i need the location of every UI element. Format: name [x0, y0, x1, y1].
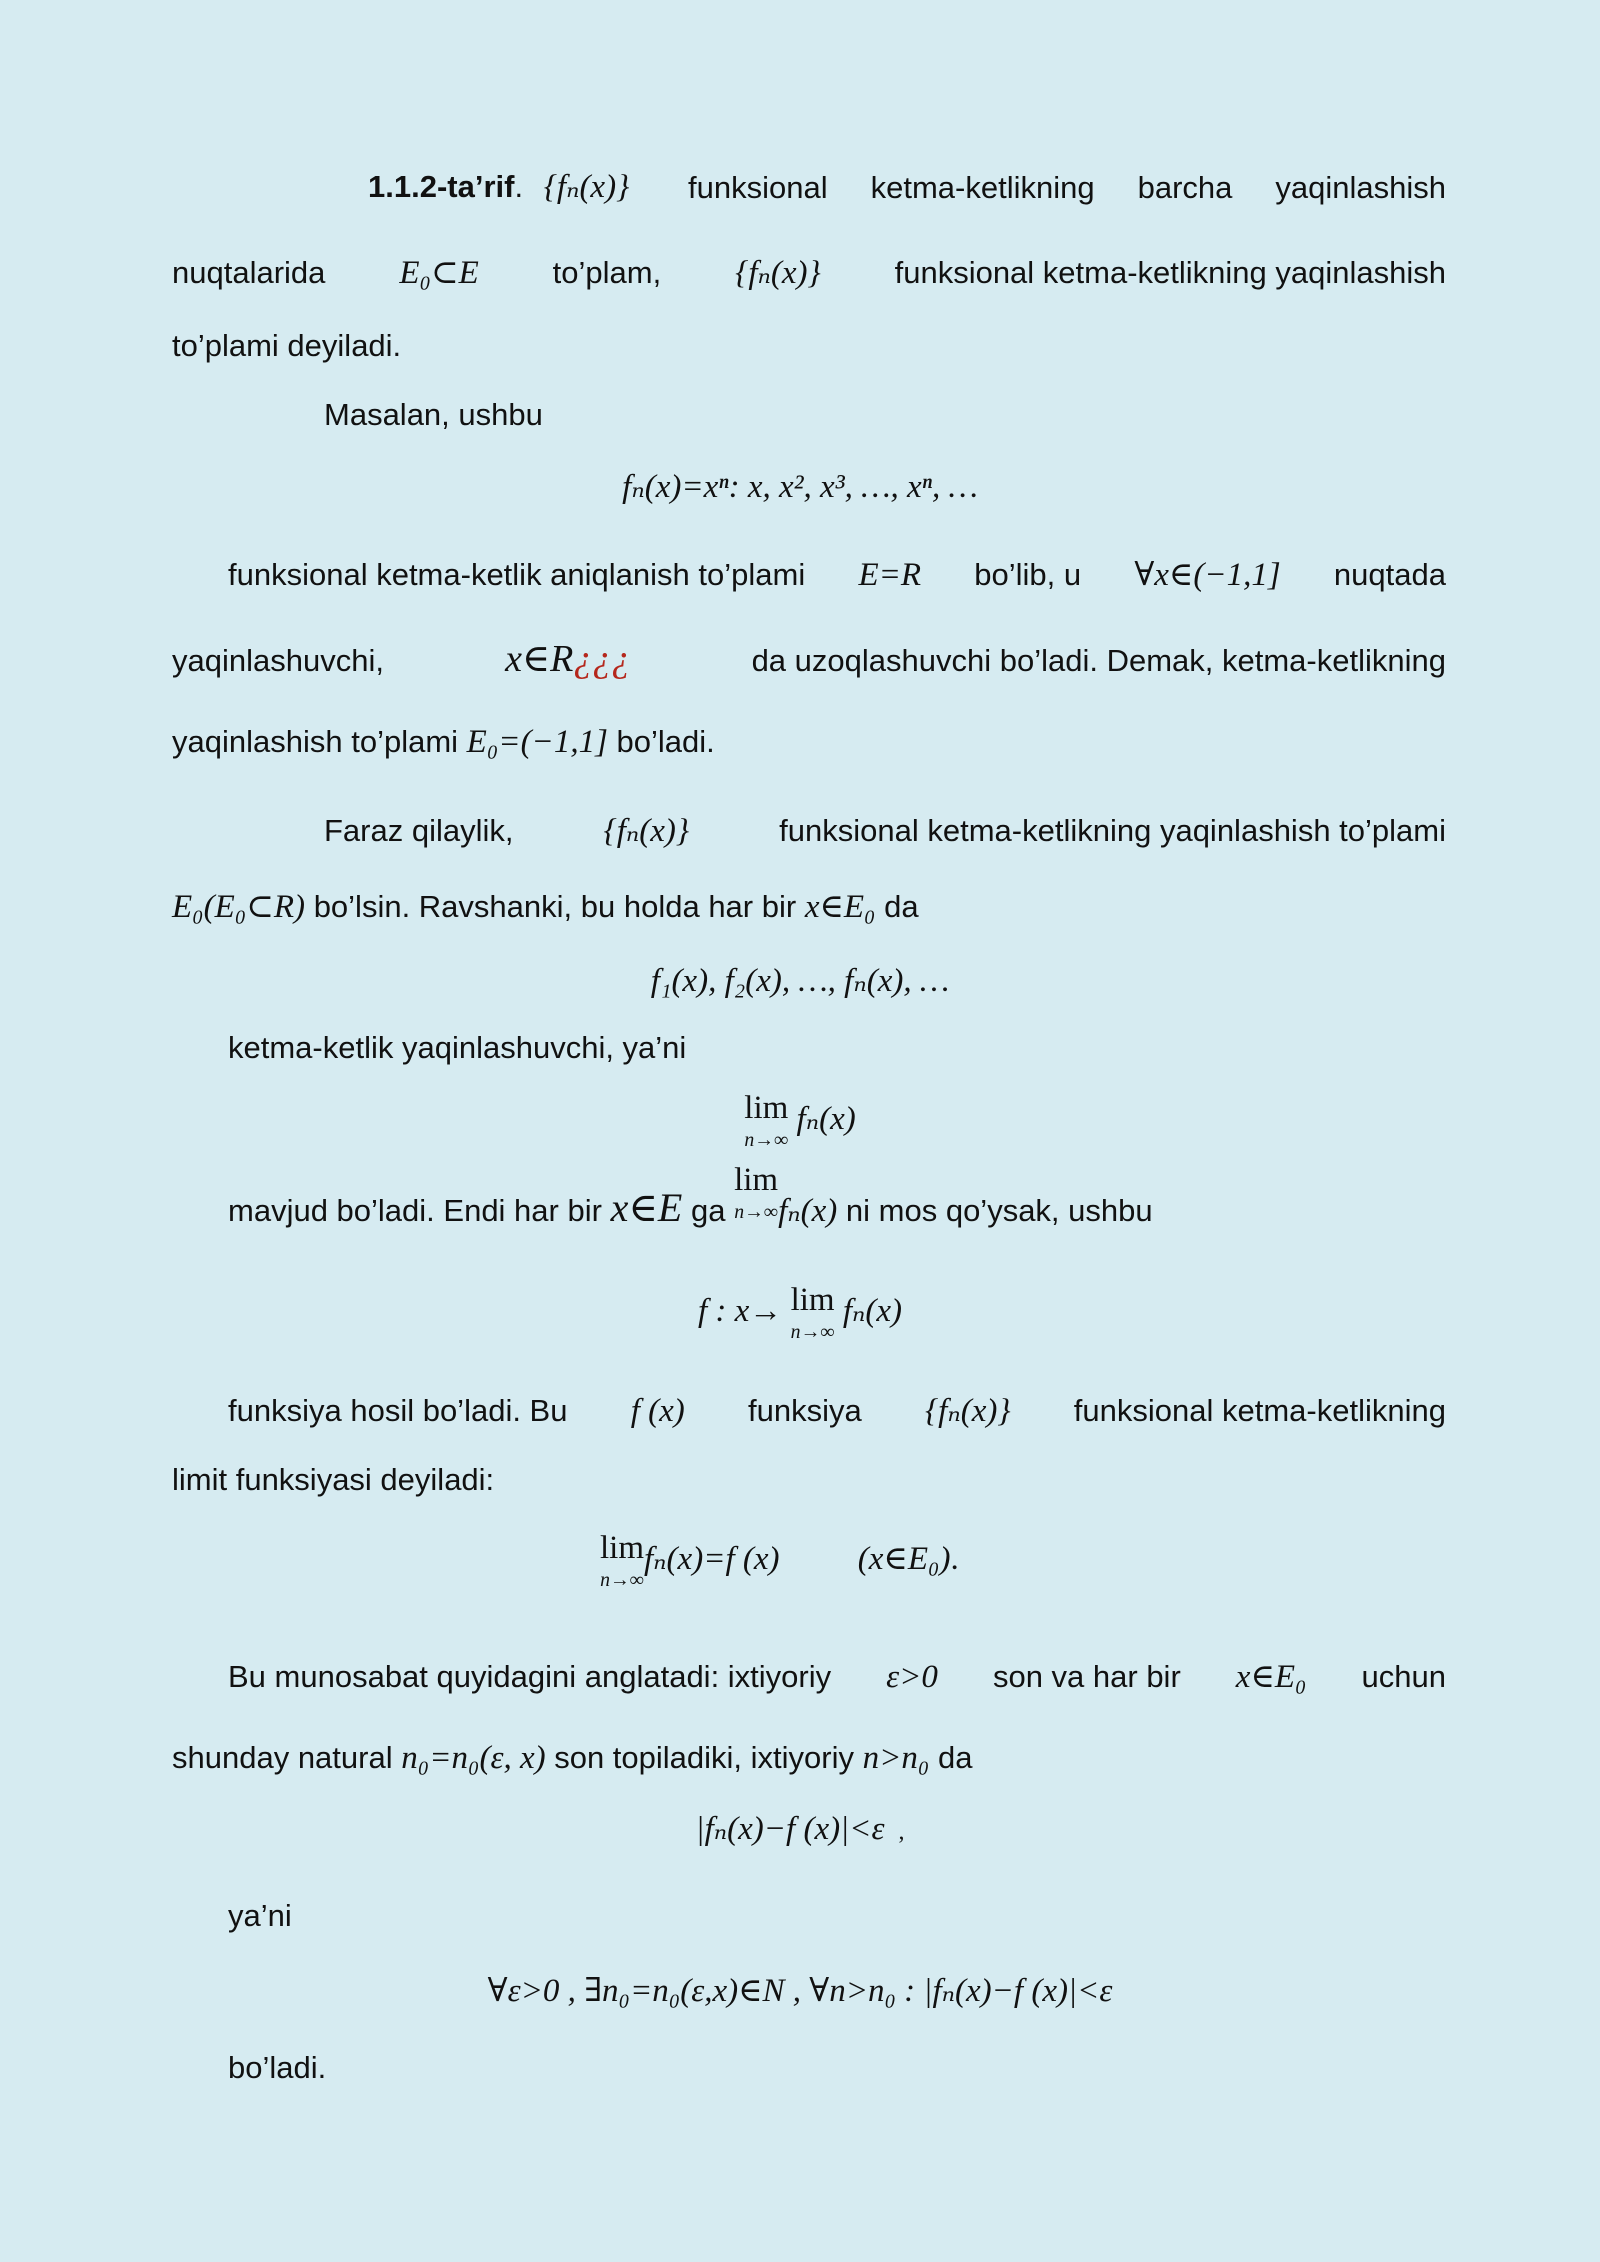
lim-expression: fₙ(x)	[644, 1540, 704, 1577]
paragraph-6	[228, 1162, 1153, 1231]
formula: f (x)	[630, 1393, 685, 1429]
paragraph-5: ketma-ketlik yaqinlashuvchi, ya’ni	[228, 1030, 687, 1065]
text: yaqinlashuvchi,	[172, 643, 384, 678]
lim-word: lim	[744, 1090, 789, 1126]
lim-subscript: n→∞	[744, 1129, 789, 1151]
paragraph-3-line-3	[172, 724, 715, 761]
formula: ∀x∈(−1,1]	[1134, 557, 1281, 593]
equation-5	[600, 1532, 959, 1591]
formula: E=R	[858, 557, 922, 593]
sequence-notation: {fₙ(x)}	[735, 255, 821, 291]
text: Faraz qilaylik,	[324, 813, 514, 848]
text: to’plam,	[552, 255, 662, 290]
paragraph-7-line-2: limit funksiyasi deyiladi:	[172, 1462, 495, 1497]
text: son topiladiki, ixtiyoriy	[554, 1740, 854, 1775]
text: bo’lib, u	[974, 557, 1082, 592]
paragraph-9: ya’ni	[228, 1898, 292, 1933]
sequence-notation: {fₙ(x)}	[924, 1393, 1011, 1429]
definition-line-2	[172, 252, 1446, 292]
definition-line-1-text: funksional ketma-ketlikning barcha yaqinlashish	[688, 170, 1446, 205]
equation-4	[0, 1284, 1600, 1343]
broken-glyphs: ¿¿¿	[573, 638, 631, 680]
text: shunday natural	[172, 1740, 393, 1775]
paragraph-10: bo’ladi.	[228, 2050, 327, 2085]
text: yaqinlashish to’plami	[172, 724, 459, 759]
paragraph-4-line-1	[324, 810, 1446, 850]
period: .	[950, 1540, 959, 1577]
limit-function: =f (x)	[703, 1540, 780, 1577]
equation-3	[0, 1092, 1600, 1151]
formula: x∈E₀	[1235, 1659, 1307, 1695]
formula: ε>0	[886, 1659, 938, 1695]
text: son va har bir	[992, 1659, 1181, 1694]
text: funksional ketma-ketlik aniqlanish to’plami	[228, 557, 806, 592]
formula: x∈E₀	[804, 889, 876, 925]
text: nuqtada	[1333, 557, 1446, 592]
text: funksiya	[748, 1393, 862, 1428]
lim-word: lim	[600, 1530, 645, 1566]
sequence-notation: {fₙ(x)}	[543, 169, 630, 205]
formula: E₀=(−1,1]	[466, 724, 608, 760]
paragraph-8-line-2	[172, 1740, 972, 1777]
inequality: |fₙ(x)−f (x)|<ε	[695, 1811, 885, 1847]
paragraph-7-line-1	[228, 1390, 1446, 1430]
definition-line-3: to’plami deyiladi.	[172, 328, 402, 363]
subset-formula: E₀⊂E	[399, 255, 479, 291]
text: uchun	[1361, 1659, 1446, 1694]
definition-label: 1.1.2-ta’rif	[368, 169, 515, 204]
lim-subscript: n→∞	[734, 1201, 778, 1224]
text: funksiya hosil bo’ladi. Bu	[228, 1393, 568, 1428]
example-intro: Masalan, ushbu	[324, 397, 543, 432]
text: da	[884, 889, 919, 924]
sequence-notation: {fₙ(x)}	[603, 813, 690, 849]
paragraph-3-line-2	[172, 636, 1446, 681]
text: ga	[690, 1193, 726, 1228]
comma: ,	[898, 1819, 905, 1845]
lim-expression: fₙ(x)	[778, 1193, 838, 1229]
equation-7: ∀ε>0 , ∃n₀=n₀(ε,x)∈N , ∀n>n₀ : |fₙ(x)−f (x)|<ε	[487, 1973, 1113, 2009]
definition-line-1: 1.1.2-ta’rif. {fₙ(x)}	[368, 169, 630, 205]
text: nuqtalarida	[172, 255, 326, 290]
paragraph-3-line-1	[228, 554, 1446, 594]
domain-condition: (x∈E₀)	[857, 1540, 951, 1577]
text: da	[938, 1740, 973, 1775]
text: da uzoqlashuvchi bo’ladi. Demak, ketma-ketlikning	[751, 643, 1446, 678]
lim-subscript: n→∞	[790, 1321, 835, 1343]
text: funksional ketma-ketlikning	[1073, 1393, 1446, 1428]
paragraph-4-line-2	[172, 886, 919, 926]
lim-expression: fₙ(x)	[796, 1100, 856, 1137]
map-prefix: f : x→	[698, 1292, 783, 1329]
lim-subscript: n→∞	[600, 1569, 644, 1591]
formula: x∈R	[505, 638, 574, 680]
text: bo’lsin. Ravshanki, bu holda har bir	[313, 889, 797, 924]
formula: x∈E	[610, 1185, 683, 1230]
text: ni mos qo’ysak, ushbu	[845, 1193, 1153, 1228]
formula: n₀=n₀(ε, x)	[401, 1740, 546, 1776]
text: funksional ketma-ketlikning yaqinlashish to’plami	[779, 813, 1446, 848]
equation-2: f₁(x), f₂(x), …, fₙ(x), …	[650, 963, 950, 999]
text: funksional ketma-ketlikning yaqinlashish	[894, 255, 1446, 290]
text: Bu munosabat quyidagini anglatadi: ixtiyoriy	[228, 1659, 832, 1694]
text: bo’ladi.	[616, 724, 715, 759]
lim-expression: fₙ(x)	[842, 1292, 902, 1329]
formula: n>n₀	[862, 1740, 930, 1776]
equation-6	[0, 1808, 1600, 1848]
lim-word: lim	[790, 1282, 835, 1318]
paragraph-8-line-1	[228, 1656, 1446, 1696]
formula: E₀(E₀⊂R)	[172, 889, 306, 925]
equation-1: fₙ(x)=xⁿ: x, x², x³, …, xⁿ, …	[622, 469, 978, 505]
text: mavjud bo’ladi. Endi har bir	[228, 1193, 602, 1228]
lim-word: lim	[734, 1162, 779, 1199]
